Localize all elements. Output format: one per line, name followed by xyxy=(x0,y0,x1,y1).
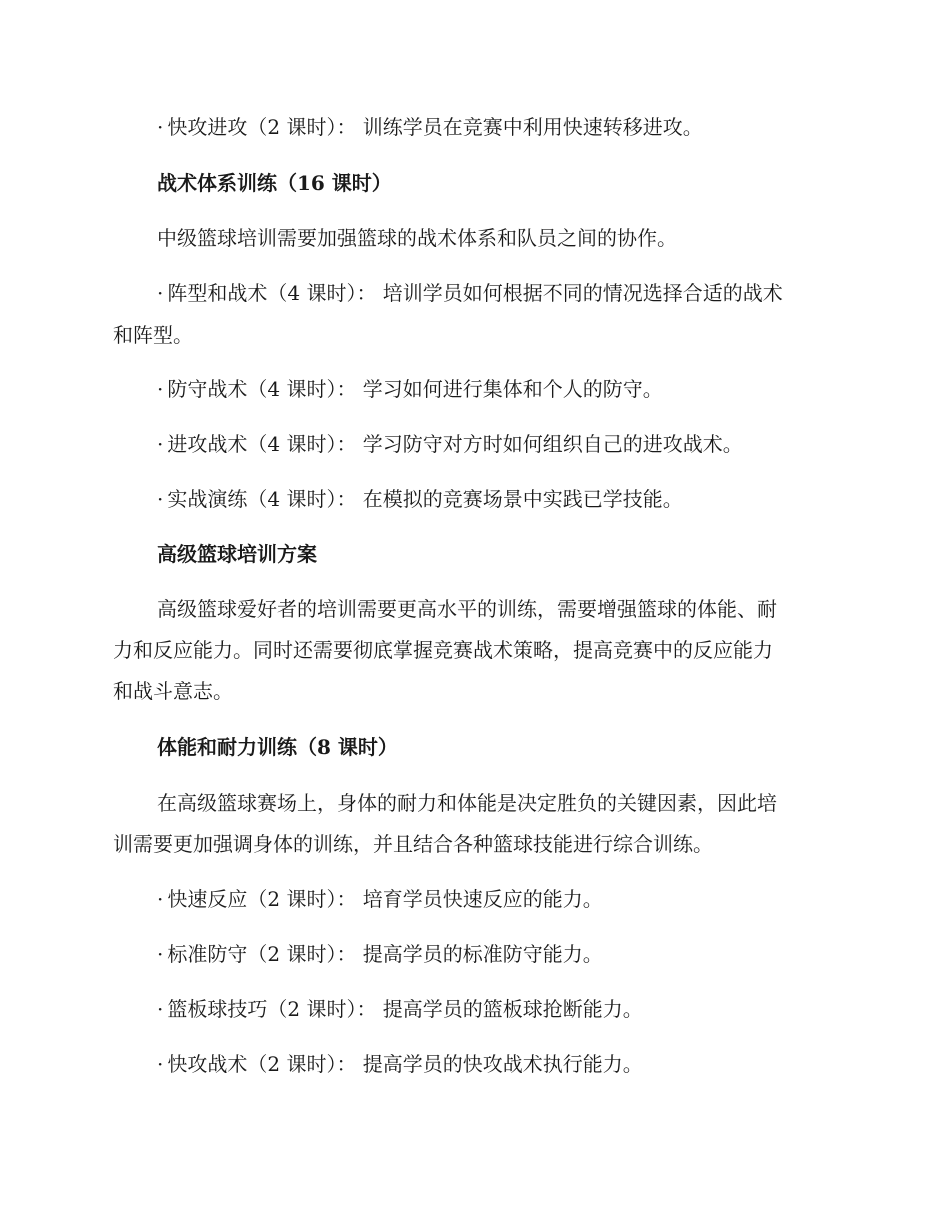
bullet-glyph: · xyxy=(157,1052,164,1076)
bullet-item-fast-break-tactics xyxy=(0,1051,950,1077)
bullet-text: 快速反应（2 课时）： 培育学员快速反应的能力。 xyxy=(167,887,603,911)
section-heading-tactics-system xyxy=(0,170,950,196)
bullet-item-formation-tactics xyxy=(0,280,950,306)
continuation-text: 和阵型。 xyxy=(113,323,193,347)
bullet-item-practice-drills xyxy=(0,486,950,512)
bullet-item-offense-tactics xyxy=(0,431,950,457)
continuation-text: 力和反应能力。同时还需要彻底掌握竞赛战术策略，提高竞赛中的反应能力 xyxy=(113,638,773,662)
paragraph-text: 在高级篮球赛场上，身体的耐力和体能是决定胜负的关键因素，因此培 xyxy=(157,791,777,815)
bullet-text: 快攻进攻（2 课时）： 训练学员在竞赛中利用快速转移进攻。 xyxy=(167,115,703,139)
bullet-glyph: · xyxy=(157,487,164,511)
bullet-item-defense-tactics xyxy=(0,376,950,402)
paragraph-text: 高级篮球爱好者的培训需要更高水平的训练，需要增强篮球的体能、耐 xyxy=(157,597,777,621)
paragraph-continuation xyxy=(0,678,950,704)
section-heading-advanced-plan xyxy=(0,541,950,567)
continuation-text: 和战斗意志。 xyxy=(113,679,233,703)
bullet-text: 标准防守（2 课时）： 提高学员的标准防守能力。 xyxy=(167,942,603,966)
paragraph-fitness-intro xyxy=(0,790,950,816)
bullet-text: 篮板球技巧（2 课时）： 提高学员的篮板球抢断能力。 xyxy=(167,997,643,1021)
bullet-text: 阵型和战术（4 课时）： 培训学员如何根据不同的情况选择合适的战术 xyxy=(167,281,783,305)
bullet-glyph: · xyxy=(157,115,164,139)
paragraph-advanced-intro xyxy=(0,596,950,622)
bullet-glyph: · xyxy=(157,281,164,305)
bullet-text: 防守战术（4 课时）： 学习如何进行集体和个人的防守。 xyxy=(167,377,663,401)
heading-text: 战术体系训练（16 课时） xyxy=(157,171,392,195)
bullet-text: 进攻战术（4 课时）： 学习防守对方时如何组织自己的进攻战术。 xyxy=(167,432,743,456)
bullet-item-quick-reaction xyxy=(0,886,950,912)
bullet-item-rebound-skills xyxy=(0,996,950,1022)
continuation-text: 训需要更加强调身体的训练，并且结合各种篮球技能进行综合训练。 xyxy=(113,832,713,856)
bullet-item-fast-break-attack xyxy=(0,114,950,140)
paragraph-tactics-intro xyxy=(0,225,950,251)
paragraph-continuation xyxy=(0,637,950,663)
bullet-item-continuation xyxy=(0,322,950,348)
bullet-glyph: · xyxy=(157,432,164,456)
bullet-text: 快攻战术（2 课时）： 提高学员的快攻战术执行能力。 xyxy=(167,1052,643,1076)
heading-text: 高级篮球培训方案 xyxy=(157,542,317,566)
bullet-glyph: · xyxy=(157,997,164,1021)
section-heading-fitness-endurance xyxy=(0,734,950,760)
bullet-item-standard-defense xyxy=(0,941,950,967)
bullet-glyph: · xyxy=(157,377,164,401)
bullet-glyph: · xyxy=(157,887,164,911)
bullet-glyph: · xyxy=(157,942,164,966)
paragraph-text: 中级篮球培训需要加强篮球的战术体系和队员之间的协作。 xyxy=(157,226,677,250)
bullet-text: 实战演练（4 课时）： 在模拟的竞赛场景中实践已学技能。 xyxy=(167,487,683,511)
paragraph-continuation xyxy=(0,831,950,857)
heading-text: 体能和耐力训练（8 课时） xyxy=(157,735,398,759)
